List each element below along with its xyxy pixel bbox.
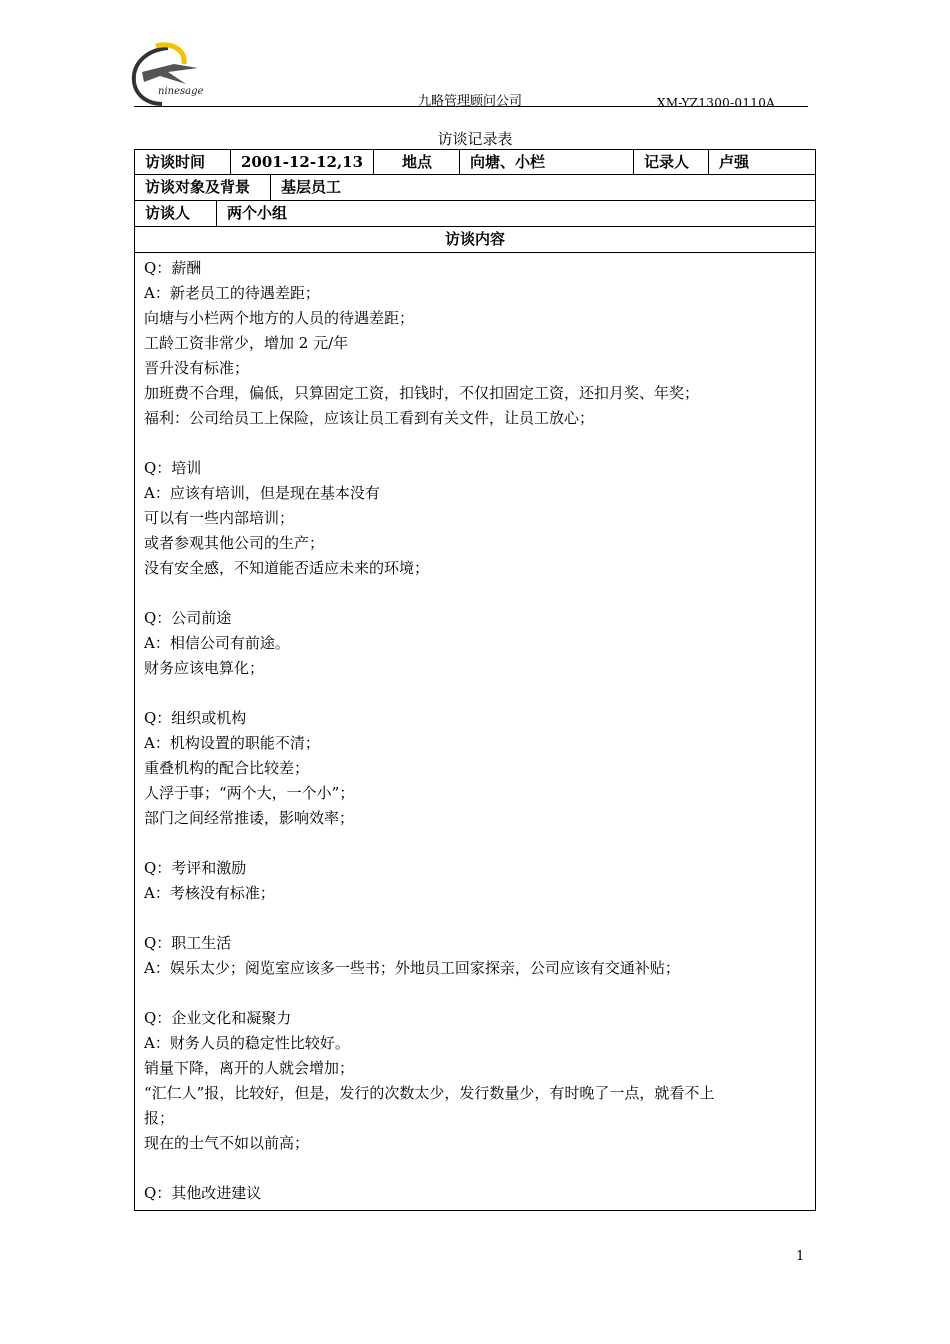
- content-line: 工龄工资非常少，增加 2 元/年: [144, 334, 349, 352]
- content-line: 销量下降，离开的人就会增加；: [144, 1059, 355, 1077]
- info-row-1: [135, 150, 815, 175]
- time-label: 访谈时间: [135, 150, 231, 174]
- recorder-value: 卢强: [719, 153, 750, 171]
- place-label: 地点: [374, 150, 460, 174]
- form-title: 访谈记录表: [437, 130, 513, 148]
- content-line: A：新老员工的待遇差距；: [144, 284, 320, 302]
- document-number: XM-YZ1300-0110A: [657, 96, 776, 110]
- content-line: 可以有一些内部培训；: [144, 509, 295, 527]
- content-line: 向塘与小栏两个地方的人员的待遇差距；: [144, 309, 415, 327]
- interviewer-value: 两个小组: [227, 204, 288, 222]
- logo-text: ninesage: [158, 86, 204, 97]
- content-line: [144, 681, 807, 706]
- content-line: [144, 431, 807, 456]
- interview-content: [135, 253, 815, 1210]
- content-line: “汇仁人”报，比较好，但是，发行的次数太少，发行数量少，有时晚了一点，就看不上: [144, 1084, 715, 1102]
- content-line: Q：公司前途: [144, 609, 232, 627]
- content-line: Q：薪酬: [144, 259, 202, 277]
- content-line: 晋升没有标准；: [144, 359, 250, 377]
- page-number: 1: [796, 1249, 805, 1264]
- info-row-3: [135, 201, 815, 227]
- content-line: A：相信公司有前途。: [144, 634, 290, 652]
- content-line: 报；: [144, 1109, 175, 1127]
- content-line: Q：其他改进建议: [144, 1184, 262, 1202]
- header-divider: [134, 106, 808, 107]
- content-line: [144, 831, 807, 856]
- interview-record-table: [134, 149, 816, 1211]
- subject-value: 基层员工: [281, 178, 342, 196]
- recorder-label: 记录人: [634, 150, 709, 174]
- content-line: 加班费不合理，偏低，只算固定工资，扣钱时，不仅扣固定工资，还扣月奖、年奖；: [144, 384, 700, 402]
- content-line: [144, 906, 807, 931]
- content-line: 没有安全感，不知道能否适应未来的环境；: [144, 559, 430, 577]
- content-line: 现在的士气不如以前高；: [144, 1134, 310, 1152]
- content-line: 财务应该电算化；: [144, 659, 265, 677]
- content-line: 人浮于事；“两个大，一个小”；: [144, 784, 355, 802]
- content-title: 访谈内容: [444, 230, 505, 248]
- content-line: Q：培训: [144, 459, 202, 477]
- content-line: A：财务人员的稳定性比较好。: [144, 1034, 350, 1052]
- info-row-2: [135, 175, 815, 201]
- time-value: 2001-12-12,13: [231, 150, 374, 174]
- content-line: [144, 581, 807, 606]
- interviewer-label: 访谈人: [135, 201, 217, 226]
- content-line: [144, 981, 807, 1006]
- content-line: Q：组织或机构: [144, 709, 247, 727]
- content-line: A：应该有培训，但是现在基本没有: [144, 484, 380, 502]
- subject-label: 访谈对象及背景: [135, 175, 271, 200]
- content-line: A：机构设置的职能不清；: [144, 734, 320, 752]
- content-line: Q：考评和激励: [144, 859, 247, 877]
- content-line: A：娱乐太少；阅览室应该多一些书；外地员工回家探亲，公司应该有交通补贴；: [144, 959, 680, 977]
- logo-swoosh-icon: [128, 42, 228, 108]
- content-line: 重叠机构的配合比较差；: [144, 759, 310, 777]
- company-logo: [128, 42, 228, 108]
- content-line: 福利：公司给员工上保险，应该让员工看到有关文件，让员工放心；: [144, 409, 595, 427]
- content-line: [144, 1156, 807, 1181]
- content-title-row: [135, 227, 815, 253]
- company-name: 九略管理顾问公司: [418, 94, 523, 109]
- content-line: 或者参观其他公司的生产；: [144, 534, 325, 552]
- content-line: Q：企业文化和凝聚力: [144, 1009, 292, 1027]
- content-line: Q：职工生活: [144, 934, 232, 952]
- place-value: 向塘、小栏: [460, 150, 634, 174]
- content-line: A：考核没有标准；: [144, 884, 275, 902]
- content-line: 部门之间经常推诿，影响效率；: [144, 809, 355, 827]
